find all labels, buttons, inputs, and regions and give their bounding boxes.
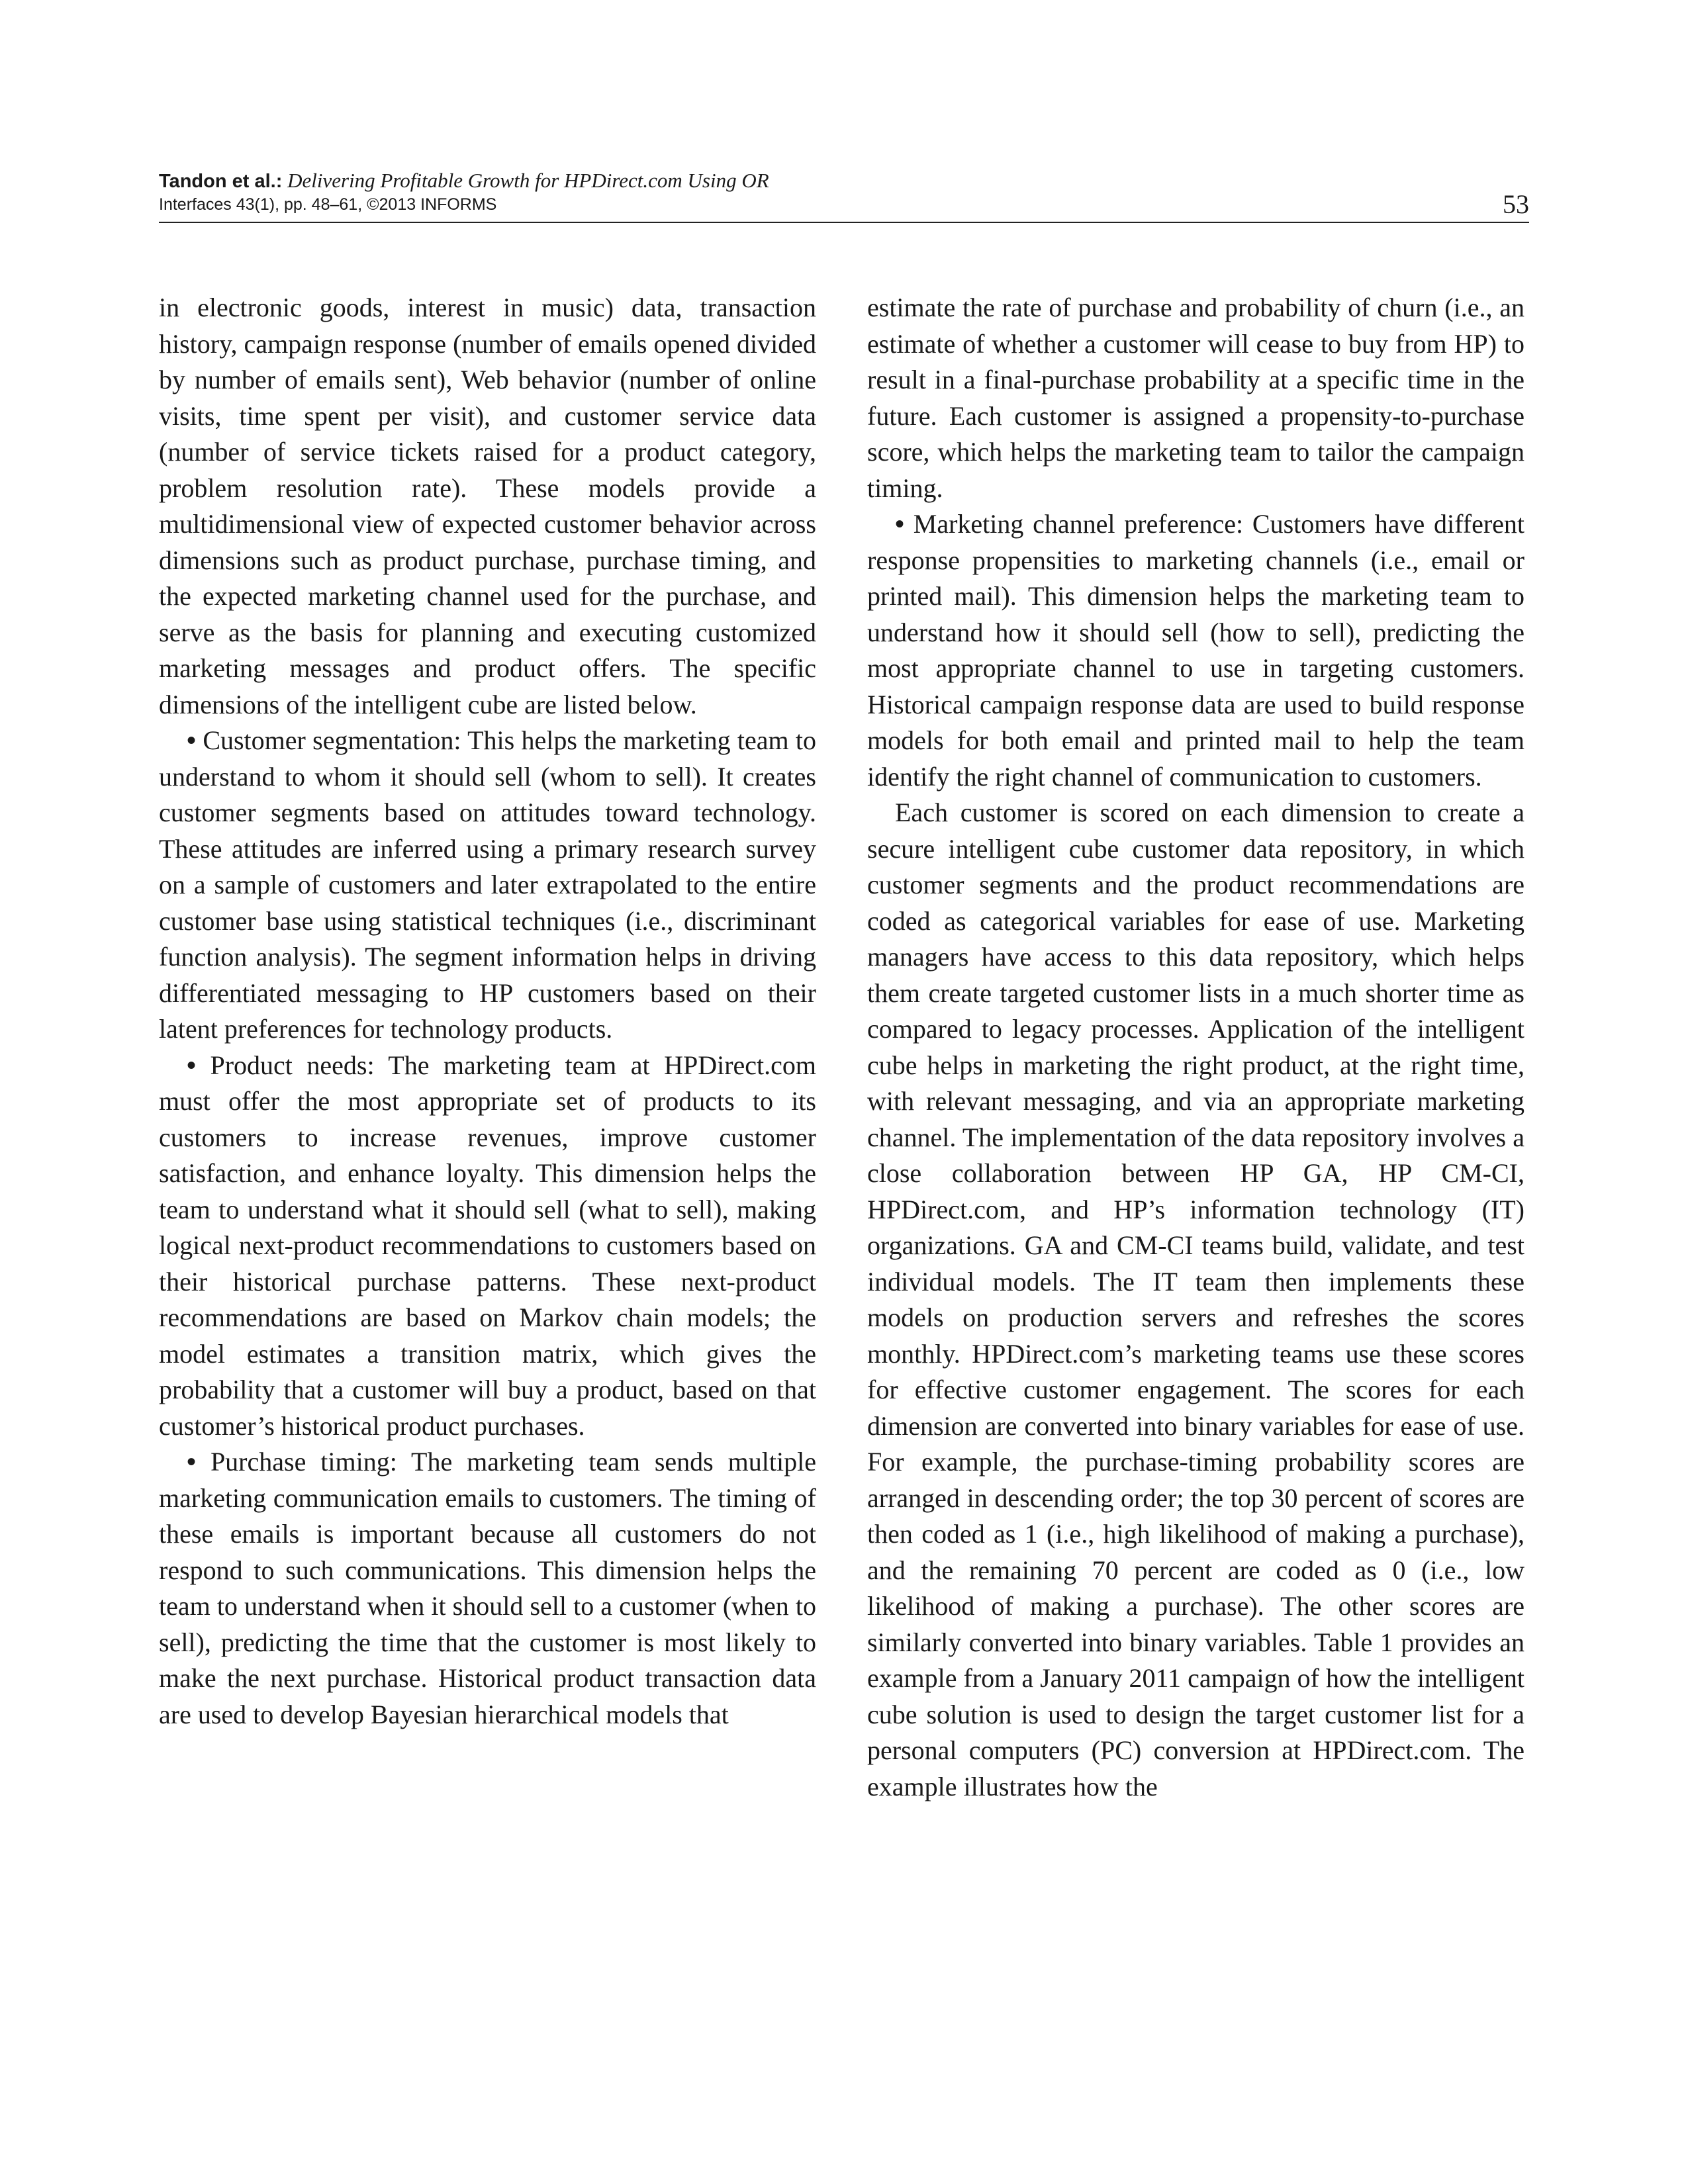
paragraph: Each customer is scored on each dimension to create a secure intelligent cube customer data repository, in which customer segments and the product recommendations are coded as categorical variables for ease of use. Marketing managers have access to this data repository, which helps them create targeted customer lists in a much shorter time as compared to legacy processes. Application of the intelligent cube helps in marketing the right product, at the right time, with relevant messaging, and via an appropriate marketing channel. The implementation of the data repository involves a close collaboration between HP GA, HP CM-CI, HPDirect.com, and HP’s information technology (IT) organizations. GA and CM-CI teams build, validate, and test individual models. The IT team then implements these models on production servers and refreshes the scores monthly. HPDirect.com’s marketing teams use these scores for effective customer engagement. The scores for each dimension are converted into binary variables for ease of use. For example, the purchase-timing probability scores are arranged in descending order; the top 30 percent of scores are then coded as 1 (i.e., high likelihood of making a purchase), and the remaining 70 percent are coded as 0 (i.e., low likelihood of making a purchase). The other scores are similarly converted into binary variables. Table 1 provides an example from a January 2011 campaign of how the intelligent cube solution is used to design the target customer list for a personal computers (PC) conversion at HPDirect.com. The example illustrates how the [867, 797, 1524, 1801]
bullet-item-product-needs [159, 1048, 816, 1445]
bullet-text: Marketing channel preference: Customers have different response propensities to marketing channels (i.e., email or printed mail). This dimension helps the marketing team to understand how it should sell (how to sell), predicting the most appropriate channel to use in targeting customers. Historical campaign response data are used to build response models for both email and printed mail to help the team identify the right channel of communication to customers. [867, 509, 1525, 792]
left-column [159, 290, 816, 1733]
bullet-item-purchase-timing [159, 1444, 816, 1733]
bullet-marker: • [187, 1447, 197, 1477]
bullet-marker: • [187, 725, 197, 755]
bullet-text: Purchase timing: The marketing team sends multiple marketing communication emails to customers. The timing of these emails is important because all customers do not respond to such communications. This dimension helps the team to understand when it should sell to a customer (when to sell), predicting the time that the customer is most likely to make the next purchase. Historical product transaction data are used to develop Bayesian hierarchical models that [159, 1447, 816, 1729]
paragraph: in electronic goods, interest in music) data, transaction history, campaign response (number of emails opened divided by number of emails sent), Web behavior (number of online visits, time spent per visit), and customer service data (number of service tickets raised for a product category, problem resolution rate). These models provide a multidimensional view of expected customer behavior across dimensions such as product purchase, purchase timing, and the expected marketing channel used for the purchase, and serve as the basis for planning and executing customized marketing messages and product offers. The specific dimensions of the intelligent cube are listed below. [159, 293, 816, 719]
bullet-marker: • [187, 1050, 197, 1080]
bullet-text: Product needs: The marketing team at HPDirect.com must offer the most appropriate set of products to its customers to increase revenues, improve customer satisfaction, and enhance loyalty. This dimension helps the team to understand what it should sell (what to sell), making logical next-product recommendations to customers based on their historical purchase patterns. These next-product recommendations are based on Markov chain models; the model estimates a transition matrix, which gives the probability that a customer will buy a product, based on that customer’s historical product purchases. [159, 1050, 817, 1441]
running-head-authors: Tandon et al.: [159, 171, 283, 192]
bullet-text: Customer segmentation: This helps the marketing team to understand to whom it should sell (whom to sell). It creates customer segments based on attitudes toward technology. These attitudes are inferred using a primary research survey on a sample of customers and later extrapolated to the entire customer base using statistical techniques (i.e., discriminant function analysis). The segment information helps in driving differentiated messaging to HP customers based on their latent preferences for technology products. [159, 725, 816, 1044]
running-head-title-line [159, 169, 1529, 193]
bullet-item-customer-segmentation [159, 723, 816, 1048]
page-number: 53 [1503, 189, 1529, 219]
bullet-item-marketing-channel [867, 506, 1524, 795]
right-column [867, 290, 1524, 1805]
running-head-title: Delivering Profitable Growth for HPDirect.com Using OR [287, 169, 769, 192]
running-head [159, 169, 1529, 219]
header-rule [159, 222, 1529, 223]
running-head-journal: Interfaces 43(1), pp. 48–61, ©2013 INFORMS [159, 195, 497, 214]
paragraph: estimate the rate of purchase and probability of churn (i.e., an estimate of whether a customer will cease to buy from HP) to result in a final-purchase probability at a specific time in the future. Each customer is assigned a propensity-to-purchase score, which helps the marketing team to tailor the campaign timing. [867, 293, 1524, 503]
bullet-marker: • [895, 509, 905, 539]
